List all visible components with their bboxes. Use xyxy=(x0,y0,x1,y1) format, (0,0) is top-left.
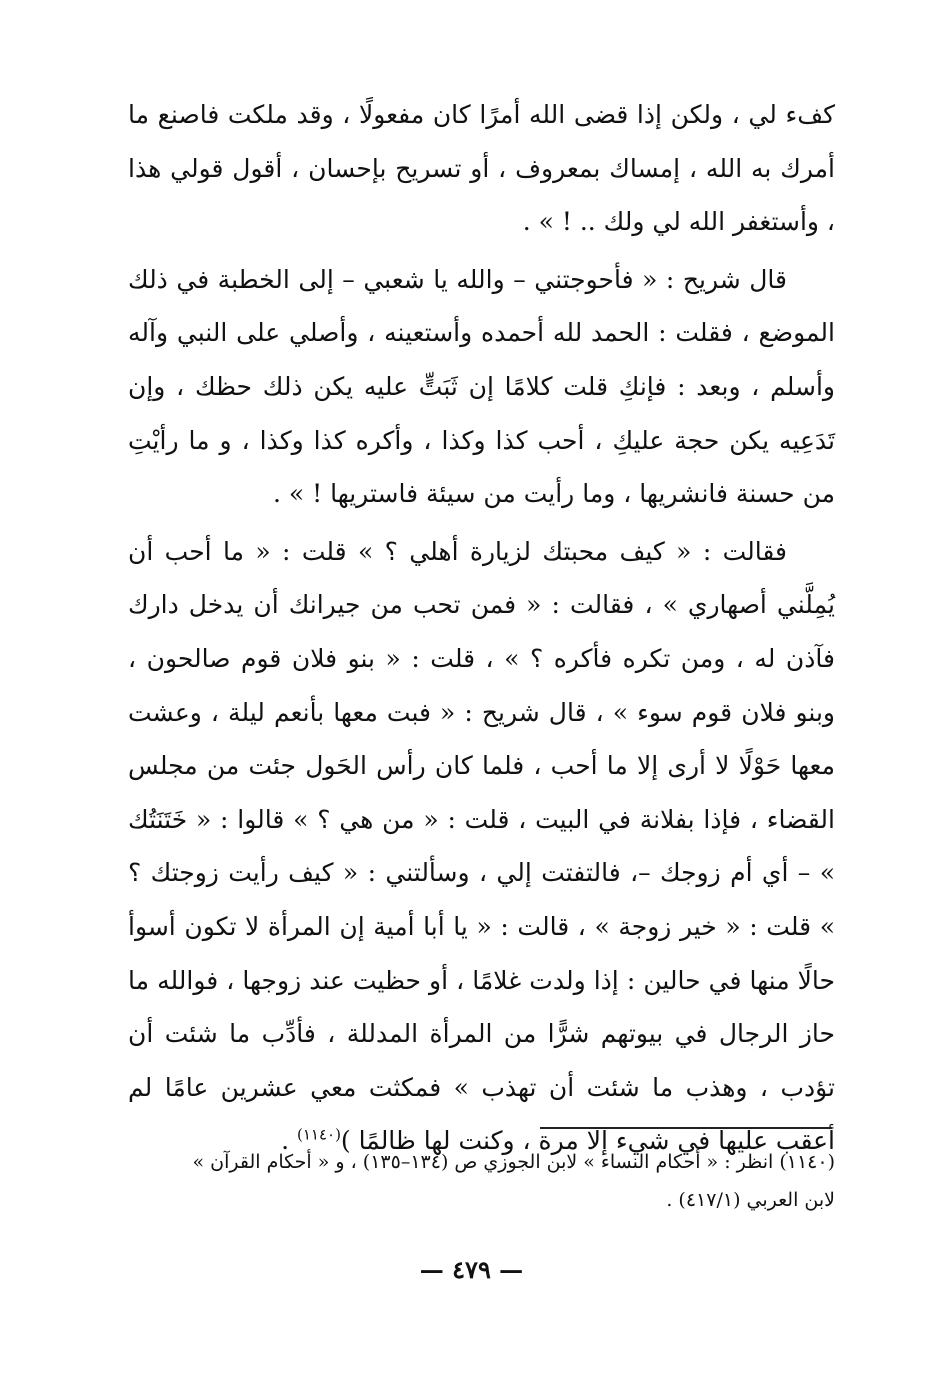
footnote xyxy=(128,1143,835,1219)
footnote-reference[interactable]: (١١٤٠) xyxy=(296,1125,341,1144)
main-text xyxy=(128,88,835,1168)
footnote-line-2: لابن العربي (٤١٧/١) . xyxy=(666,1189,835,1211)
footnote-separator xyxy=(540,1127,832,1129)
paragraph-3-end: . xyxy=(281,1126,297,1156)
footnote-line-1: (١١٤٠) انظر : « أحكام النساء » لابن الجوزي ص (١٣٤–١٣٥) ، و « أحكام القرآن » xyxy=(192,1151,835,1173)
paragraph-1: كفء لي ، ولكن إذا قضى الله أمرًا كان مفعولًا ، وقد ملكت فاصنع ما أمرك به الله ، إمساك بمعروف ، أو تسريح بإحسان ، أقول قولي هذا ، وأستغفر الله لي ولك .. ! » . xyxy=(128,100,835,237)
paragraph-3 xyxy=(128,525,835,1168)
page-number: — ٤٧٩ — xyxy=(419,1255,524,1284)
paragraph-3-text: فقالت : « كيف محبتك لزيارة أهلي ؟ » قلت : « ما أحب أن يُمِلَّني أصهاري » ، فقالت : « فمن تحب من جيرانك أن يدخل دارك فآذن له ، ومن تكره فأكره ؟ » ، قلت : « بنو فلان قوم صالحون ، وبنو فلان قوم سوء » ، قال شريح : « فبت معها بأنعم ليلة ، وعشت معها حَوْلًا لا أرى إلا ما أحب ، فلما كان رأس الحَول جئت من مجلس القضاء ، فإذا بفلانة في البيت ، قلت : « من هي ؟ » قالوا : « خَتَنَتُك » – أي أم زوجك –، فالتفتت إلي ، وسألتني : « كيف رأيت زوجتك ؟ » قلت : « خير زوجة » ، قالت : « يا أبا أمية إن المرأة لا تكون أسوأ حالًا منها في حالين : إذا ولدت غلامًا ، أو حظيت عند زوجها ، فوالله ما حاز الرجال في بيوتهم شرًّا من المرأة المدللة ، فأدِّب ما شئت أن تؤدب ، وهذب ما شئت أن تهذب » فمكثت معي عشرين عامًا لم أعقب عليها في شيء إلا مرة ، وكنت لها ظالمًا ) xyxy=(128,536,835,1156)
paragraph-2: قال شريح : « فأحوجتني – والله يا شعبي – إلى الخطبة في ذلك الموضع ، فقلت : الحمد لله أحمده وأستعينه ، وأصلي على النبي وآله وأسلم ، وبعد : فإنكِ قلت كلامًا إن ثَبَتٍّ عليه يكن ذلك حظك ، وإن تَدَعِيه يكن حجة عليكِ ، أحب كذا وكذا ، وأكره كذا وكذا ، و ما رأيْتِ من حسنة فانشريها ، وما رأيت من سيئة فاستريها ! » . xyxy=(128,264,835,509)
